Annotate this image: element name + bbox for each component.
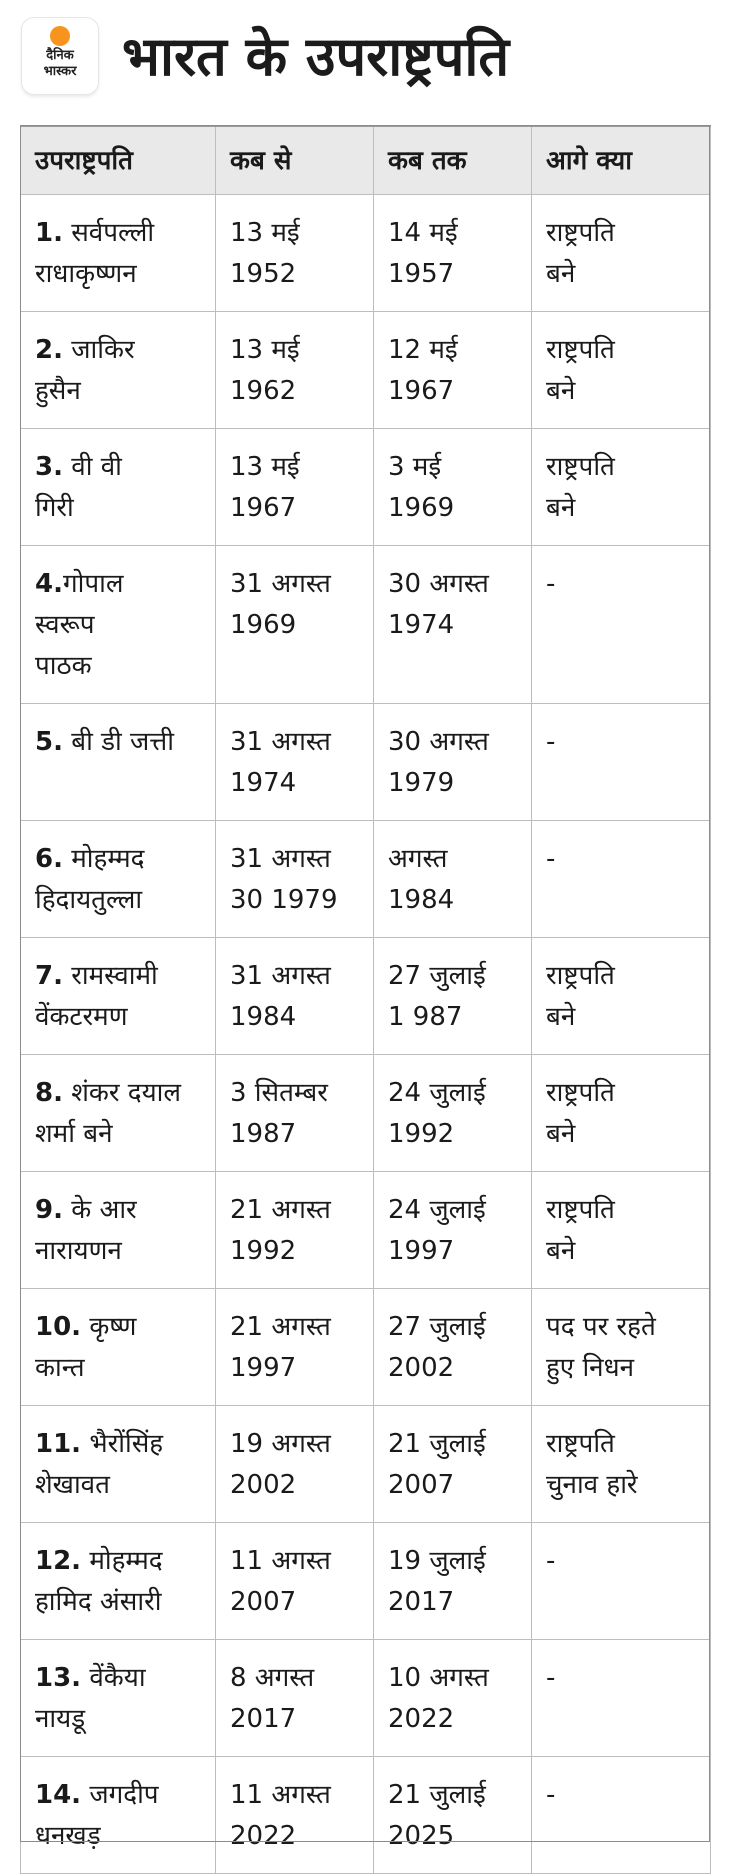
- next-line-2: बने: [546, 1119, 576, 1149]
- cell-what-next: [532, 1406, 711, 1523]
- from-year: 1987: [230, 1119, 297, 1149]
- cell-what-next: [532, 1289, 711, 1406]
- name-line-2: गिरी: [35, 493, 74, 523]
- name-line-1: गोपाल: [62, 569, 124, 599]
- cell-what-next: [532, 1757, 711, 1874]
- cell-from: [216, 546, 374, 704]
- from-year: 2022: [230, 1821, 297, 1851]
- name-line-2: हुसैन: [35, 376, 81, 406]
- from-year: 1952: [230, 259, 297, 289]
- cell-vice-president: [21, 1406, 216, 1523]
- logo-line-1: दैनिक: [46, 48, 74, 63]
- cell-vice-president: [21, 1757, 216, 1874]
- name-line-2: हामिद अंसारी: [35, 1587, 162, 1617]
- from-year: 1967: [230, 493, 297, 523]
- name-line-1: भैरोंसिंह: [81, 1429, 164, 1459]
- name-line-2: वेंकटरमण: [35, 1002, 128, 1032]
- cell-from: [216, 1289, 374, 1406]
- name-line-1: के आर: [62, 1195, 137, 1225]
- to-year: 1 987: [388, 1002, 463, 1032]
- to-year: 2002: [388, 1353, 455, 1383]
- next-line-2: बने: [546, 1236, 576, 1266]
- next-line-1: राष्ट्रपति: [546, 218, 615, 248]
- from-date: 11 अगस्त: [230, 1780, 331, 1810]
- to-date: 21 जुलाई: [388, 1780, 486, 1810]
- cell-to: [374, 1523, 532, 1640]
- from-year: 1992: [230, 1236, 297, 1266]
- from-year: 2017: [230, 1704, 297, 1734]
- next-line-2: बने: [546, 376, 576, 406]
- cell-from: [216, 1640, 374, 1757]
- cell-from: [216, 1406, 374, 1523]
- cell-vice-president: [21, 1289, 216, 1406]
- table-row: [21, 821, 711, 938]
- to-date: 27 जुलाई: [388, 961, 486, 991]
- table-row: [21, 429, 711, 546]
- cell-what-next: [532, 1055, 711, 1172]
- serial-number: 3.: [35, 452, 63, 482]
- next-line-1: राष्ट्रपति: [546, 961, 615, 991]
- cell-from: [216, 821, 374, 938]
- table-row: [21, 938, 711, 1055]
- logo-line-2: भास्कर: [43, 64, 77, 79]
- header-vice-president: उपराष्ट्रपति: [21, 126, 216, 195]
- from-date: 3 सितम्बर: [230, 1078, 328, 1108]
- name-line-2: स्वरूप: [35, 610, 95, 640]
- table-row: [21, 1289, 711, 1406]
- cell-from: [216, 1172, 374, 1289]
- to-date: 3 मई: [388, 452, 442, 482]
- cell-to: [374, 1055, 532, 1172]
- to-year: 1997: [388, 1236, 455, 1266]
- name-line-1: रामस्वामी: [62, 961, 158, 991]
- cell-vice-president: [21, 821, 216, 938]
- name-line-2: धनखड़: [35, 1821, 101, 1851]
- next-line-2: हुए निधन: [546, 1353, 635, 1383]
- cell-to: [374, 546, 532, 704]
- from-date: 13 मई: [230, 218, 300, 248]
- to-year: 1979: [388, 768, 455, 798]
- cell-from: [216, 1055, 374, 1172]
- name-line-2: नारायणन: [35, 1236, 122, 1266]
- name-line-1: मोहम्मद: [81, 1546, 163, 1576]
- name-line-2: नायडू: [35, 1704, 86, 1734]
- next-line-1: राष्ट्रपति: [546, 335, 615, 365]
- name-line-1: मोहम्मद: [62, 844, 145, 874]
- header: [0, 0, 730, 118]
- cell-what-next: [532, 938, 711, 1055]
- cell-what-next: [532, 704, 711, 821]
- cell-vice-president: [21, 938, 216, 1055]
- table-row: [21, 546, 711, 704]
- from-date: 21 अगस्त: [230, 1312, 331, 1342]
- table-row: [21, 195, 711, 312]
- to-date: 19 जुलाई: [388, 1546, 486, 1576]
- table-row: [21, 1406, 711, 1523]
- cell-what-next: [532, 546, 711, 704]
- sun-icon: [50, 26, 70, 46]
- vice-presidents-table: [20, 125, 710, 1874]
- cell-to: [374, 312, 532, 429]
- serial-number: 4.: [35, 569, 63, 599]
- next-line-1: राष्ट्रपति: [546, 1078, 615, 1108]
- cell-to: [374, 1640, 532, 1757]
- serial-number: 7.: [35, 961, 63, 991]
- cell-from: [216, 1523, 374, 1640]
- to-date: 24 जुलाई: [388, 1078, 486, 1108]
- to-year: 1992: [388, 1119, 455, 1149]
- cell-to: [374, 1757, 532, 1874]
- cell-to: [374, 429, 532, 546]
- from-year: 1997: [230, 1353, 297, 1383]
- table-row: [21, 1055, 711, 1172]
- to-year: 1974: [388, 610, 455, 640]
- serial-number: 11.: [35, 1429, 82, 1459]
- table-row: [21, 704, 711, 821]
- next-line-1: -: [546, 844, 556, 874]
- serial-number: 12.: [35, 1546, 82, 1576]
- to-date: 24 जुलाई: [388, 1195, 486, 1225]
- to-year: 1969: [388, 493, 455, 523]
- name-line-2: कान्त: [35, 1353, 85, 1383]
- name-line-1: सर्वपल्ली: [62, 218, 155, 248]
- to-year: 1957: [388, 259, 455, 289]
- next-line-2: बने: [546, 1002, 576, 1032]
- cell-vice-president: [21, 1523, 216, 1640]
- cell-to: [374, 938, 532, 1055]
- name-line-1: वेंकैया: [81, 1663, 146, 1693]
- page-title: भारत के उपराष्ट्रपति: [122, 25, 510, 88]
- next-line-1: -: [546, 727, 556, 757]
- to-year: 2022: [388, 1704, 455, 1734]
- serial-number: 6.: [35, 844, 63, 874]
- to-date: 12 मई: [388, 335, 458, 365]
- next-line-1: राष्ट्रपति: [546, 1195, 615, 1225]
- name-line-1: कृष्ण: [81, 1312, 137, 1342]
- cell-to: [374, 704, 532, 821]
- name-line-2: हिदायतुल्ला: [35, 885, 143, 915]
- header-from: कब से: [216, 126, 374, 195]
- name-line-1: वी वी: [62, 452, 122, 482]
- next-line-1: राष्ट्रपति: [546, 452, 615, 482]
- from-date: 8 अगस्त: [230, 1663, 315, 1693]
- name-line-1: जगदीप: [81, 1780, 159, 1810]
- cell-vice-president: [21, 1640, 216, 1757]
- table-row: [21, 1757, 711, 1874]
- cell-what-next: [532, 195, 711, 312]
- from-date: 31 अगस्त: [230, 569, 331, 599]
- from-date: 13 मई: [230, 335, 300, 365]
- name-line-1: शंकर दयाल: [62, 1078, 182, 1108]
- from-date: 31 अगस्त: [230, 961, 331, 991]
- cell-from: [216, 938, 374, 1055]
- cell-vice-president: [21, 429, 216, 546]
- cell-what-next: [532, 312, 711, 429]
- header-what-next: आगे क्या: [532, 126, 711, 195]
- cell-vice-president: [21, 312, 216, 429]
- to-year: 1984: [388, 885, 455, 915]
- cell-what-next: [532, 1640, 711, 1757]
- from-year: 1962: [230, 376, 297, 406]
- cell-to: [374, 1289, 532, 1406]
- from-year: 2002: [230, 1470, 297, 1500]
- from-year: 2007: [230, 1587, 297, 1617]
- from-date: 31 अगस्त: [230, 844, 331, 874]
- name-line-3: पाठक: [35, 651, 92, 681]
- cell-from: [216, 704, 374, 821]
- to-year: 2007: [388, 1470, 455, 1500]
- to-year: 1967: [388, 376, 455, 406]
- cell-from: [216, 195, 374, 312]
- table-row: [21, 312, 711, 429]
- cell-what-next: [532, 429, 711, 546]
- dainik-bhaskar-logo: [22, 18, 98, 94]
- name-line-2: राधाकृष्णन: [35, 259, 137, 289]
- to-date: 30 अगस्त: [388, 727, 489, 757]
- table-header-row: [21, 126, 711, 195]
- cell-what-next: [532, 821, 711, 938]
- from-date: 13 मई: [230, 452, 300, 482]
- table-row: [21, 1172, 711, 1289]
- from-date: 11 अगस्त: [230, 1546, 331, 1576]
- cell-to: [374, 195, 532, 312]
- from-date: 21 अगस्त: [230, 1195, 331, 1225]
- to-date: 30 अगस्त: [388, 569, 489, 599]
- cell-vice-president: [21, 546, 216, 704]
- to-date: 14 मई: [388, 218, 458, 248]
- name-line-2: शर्मा बने: [35, 1119, 113, 1149]
- serial-number: 5.: [35, 727, 63, 757]
- next-line-1: -: [546, 1663, 556, 1693]
- serial-number: 1.: [35, 218, 63, 248]
- next-line-1: राष्ट्रपति: [546, 1429, 615, 1459]
- cell-vice-president: [21, 1055, 216, 1172]
- table-row: [21, 1523, 711, 1640]
- next-line-1: -: [546, 1780, 556, 1810]
- from-year: 1984: [230, 1002, 297, 1032]
- to-year: 2017: [388, 1587, 455, 1617]
- next-line-2: चुनाव हारे: [546, 1470, 638, 1500]
- serial-number: 10.: [35, 1312, 82, 1342]
- to-date: अगस्त: [388, 844, 448, 874]
- to-year: 2025: [388, 1821, 455, 1851]
- to-date: 21 जुलाई: [388, 1429, 486, 1459]
- serial-number: 14.: [35, 1780, 82, 1810]
- from-year: 1969: [230, 610, 297, 640]
- serial-number: 9.: [35, 1195, 63, 1225]
- from-year: 1974: [230, 768, 297, 798]
- serial-number: 2.: [35, 335, 63, 365]
- serial-number: 8.: [35, 1078, 63, 1108]
- to-date: 27 जुलाई: [388, 1312, 486, 1342]
- name-line-2: शेखावत: [35, 1470, 110, 1500]
- cell-vice-president: [21, 195, 216, 312]
- cell-from: [216, 1757, 374, 1874]
- name-line-1: जाकिर: [62, 335, 135, 365]
- header-to: कब तक: [374, 126, 532, 195]
- table-row: [21, 1640, 711, 1757]
- cell-vice-president: [21, 1172, 216, 1289]
- cell-to: [374, 1172, 532, 1289]
- next-line-1: पद पर रहते: [546, 1312, 656, 1342]
- cell-to: [374, 1406, 532, 1523]
- next-line-2: बने: [546, 493, 576, 523]
- next-line-1: -: [546, 1546, 556, 1576]
- serial-number: 13.: [35, 1663, 82, 1693]
- to-date: 10 अगस्त: [388, 1663, 489, 1693]
- cell-to: [374, 821, 532, 938]
- name-line-1: बी डी जत्ती: [62, 727, 174, 757]
- from-date: 31 अगस्त: [230, 727, 331, 757]
- cell-what-next: [532, 1523, 711, 1640]
- cell-vice-president: [21, 704, 216, 821]
- cell-from: [216, 429, 374, 546]
- from-year: 30 1979: [230, 885, 338, 915]
- from-date: 19 अगस्त: [230, 1429, 331, 1459]
- next-line-1: -: [546, 569, 556, 599]
- cell-from: [216, 312, 374, 429]
- next-line-2: बने: [546, 259, 576, 289]
- cell-what-next: [532, 1172, 711, 1289]
